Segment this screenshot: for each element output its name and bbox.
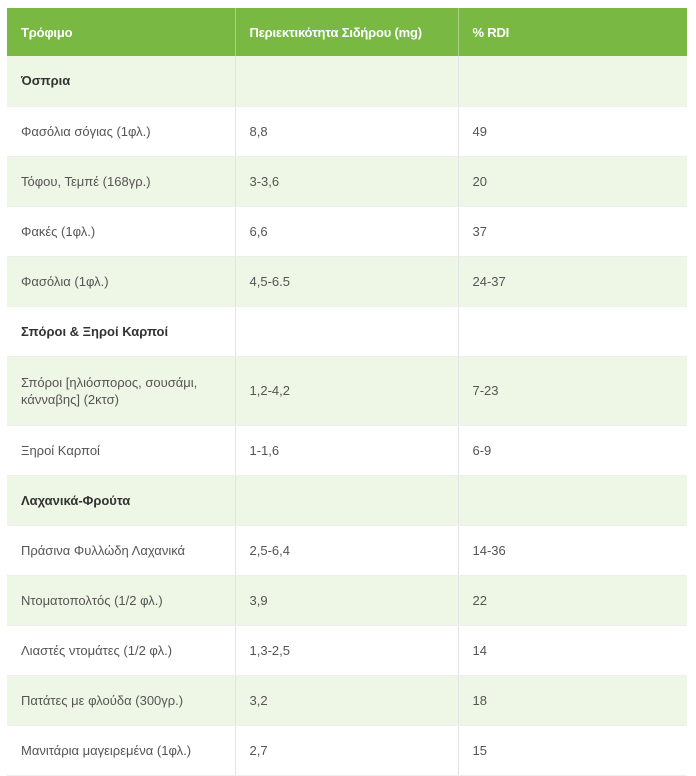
food-cell: Φασόλια (1φλ.) bbox=[7, 256, 235, 306]
rdi-cell: 18 bbox=[458, 675, 687, 725]
table-row bbox=[7, 525, 687, 575]
table-row bbox=[7, 356, 687, 425]
food-cell: Μανιτάρια μαγειρεμένα (1φλ.) bbox=[7, 725, 235, 775]
table-row bbox=[7, 575, 687, 625]
iron-cell: 2,5-6,4 bbox=[235, 525, 458, 575]
iron-cell: 4,5-6.5 bbox=[235, 256, 458, 306]
header-iron-content: Περιεκτικότητα Σιδήρου (mg) bbox=[235, 8, 458, 56]
food-cell: Όσπρια bbox=[7, 56, 235, 106]
iron-cell bbox=[235, 475, 458, 525]
rdi-cell bbox=[458, 56, 687, 106]
iron-cell: 1-1,6 bbox=[235, 425, 458, 475]
iron-cell: 1,3-2,5 bbox=[235, 625, 458, 675]
rdi-cell: 37 bbox=[458, 206, 687, 256]
header-food: Τρόφιμο bbox=[7, 8, 235, 56]
food-cell: Ντοματοπολτός (1/2 φλ.) bbox=[7, 575, 235, 625]
food-cell: Πράσινα Φυλλώδη Λαχανικά bbox=[7, 525, 235, 575]
category-row-vegetables-fruits bbox=[7, 475, 687, 525]
food-cell: Φακές (1φλ.) bbox=[7, 206, 235, 256]
iron-content-table bbox=[7, 8, 687, 776]
table-row bbox=[7, 725, 687, 775]
header-rdi: % RDI bbox=[458, 8, 687, 56]
iron-cell: 3-3,6 bbox=[235, 156, 458, 206]
table-header-row bbox=[7, 8, 687, 56]
rdi-cell: 49 bbox=[458, 106, 687, 156]
rdi-cell: 14 bbox=[458, 625, 687, 675]
rdi-cell: 7-23 bbox=[458, 356, 687, 425]
food-cell: Σπόροι [ηλιόσπορος, σουσάμι, κάνναβης] (2κτσ) bbox=[7, 356, 235, 425]
food-cell: Τόφου, Τεμπέ (168γρ.) bbox=[7, 156, 235, 206]
rdi-cell: 22 bbox=[458, 575, 687, 625]
iron-cell bbox=[235, 56, 458, 106]
iron-cell: 8,8 bbox=[235, 106, 458, 156]
iron-cell: 6,6 bbox=[235, 206, 458, 256]
category-row-legumes bbox=[7, 56, 687, 106]
iron-cell: 2,7 bbox=[235, 725, 458, 775]
table-row bbox=[7, 675, 687, 725]
iron-cell: 3,9 bbox=[235, 575, 458, 625]
iron-cell bbox=[235, 306, 458, 356]
table-row bbox=[7, 256, 687, 306]
category-row-seeds-nuts bbox=[7, 306, 687, 356]
food-cell: Φασόλια σόγιας (1φλ.) bbox=[7, 106, 235, 156]
food-cell: Ξηροί Καρποί bbox=[7, 425, 235, 475]
table-row bbox=[7, 156, 687, 206]
food-cell: Λιαστές ντομάτες (1/2 φλ.) bbox=[7, 625, 235, 675]
rdi-cell bbox=[458, 475, 687, 525]
iron-cell: 1,2-4,2 bbox=[235, 356, 458, 425]
rdi-cell: 24-37 bbox=[458, 256, 687, 306]
food-cell: Πατάτες με φλούδα (300γρ.) bbox=[7, 675, 235, 725]
table-row bbox=[7, 206, 687, 256]
table-row bbox=[7, 106, 687, 156]
rdi-cell: 6-9 bbox=[458, 425, 687, 475]
iron-cell: 3,2 bbox=[235, 675, 458, 725]
iron-content-table-container bbox=[7, 8, 687, 776]
rdi-cell: 14-36 bbox=[458, 525, 687, 575]
rdi-cell: 15 bbox=[458, 725, 687, 775]
rdi-cell bbox=[458, 306, 687, 356]
table-row bbox=[7, 425, 687, 475]
table-row bbox=[7, 625, 687, 675]
rdi-cell: 20 bbox=[458, 156, 687, 206]
food-cell: Λαχανικά-Φρούτα bbox=[7, 475, 235, 525]
food-cell: Σπόροι & Ξηροί Καρποί bbox=[7, 306, 235, 356]
